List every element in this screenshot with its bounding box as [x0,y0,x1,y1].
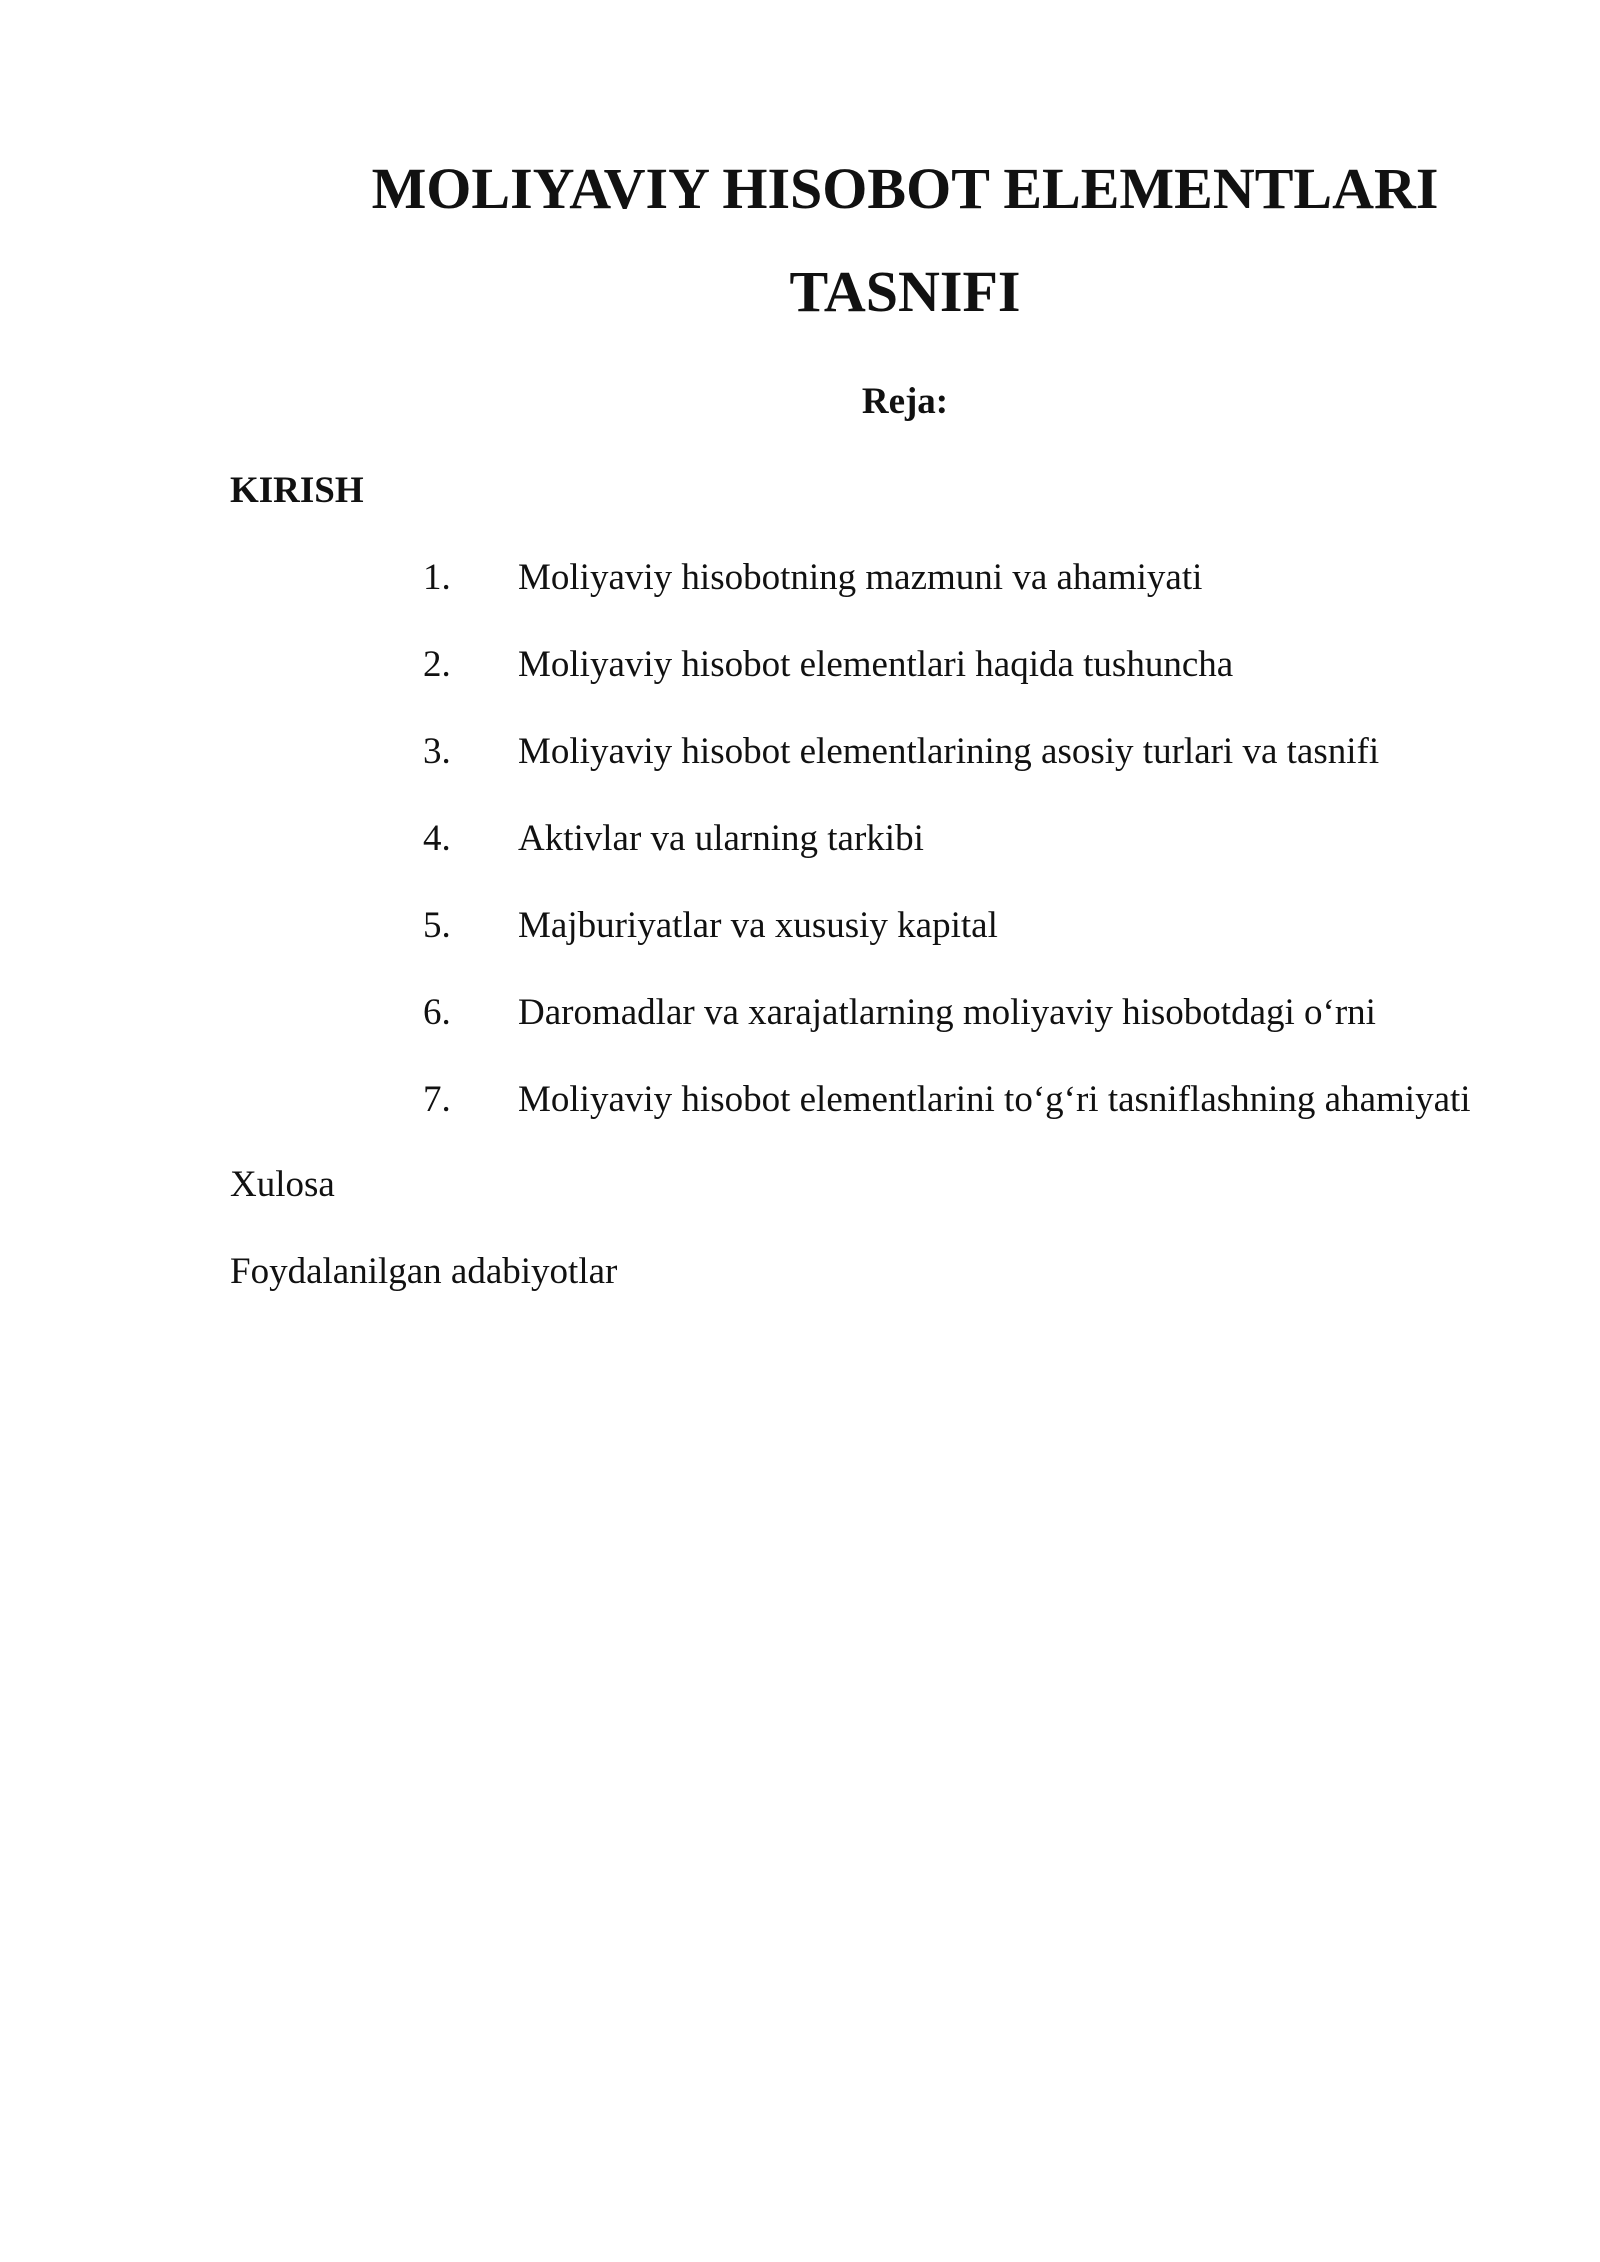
plan-item-text: Moliyaviy hisobot elementlari haqida tushuncha [518,644,1234,685]
plan-item-number: 1. [423,557,451,598]
intro-heading: KIRISH [230,470,364,511]
conclusion-heading: Xulosa [230,1164,335,1205]
plan-item-number: 5. [423,905,451,946]
plan-label: Reja: [861,381,949,422]
plan-item-text: Majburiyatlar va xususiy kapital [518,905,998,946]
plan-item-number: 2. [423,644,451,685]
plan-item-number: 4. [423,818,451,859]
document-title-line-1: MOLIYAVIY HISOBOT ELEMENTLARI [371,156,1439,221]
plan-item-text: Moliyaviy hisobot elementlarining asosiy turlari va tasnifi [518,731,1380,772]
references-heading: Foydalanilgan adabiyotlar [230,1251,618,1292]
plan-item-number: 3. [423,731,451,772]
plan-item-text: Moliyaviy hisobot elementlarini to‘g‘ri tasniflashning ahamiyati [518,1079,1471,1120]
document-title-line-2: TASNIFI [789,259,1021,324]
plan-item-number: 6. [423,992,451,1033]
plan-item-text: Aktivlar va ularning tarkibi [518,818,924,859]
plan-item-number: 7. [423,1079,451,1120]
plan-item-text: Moliyaviy hisobotning mazmuni va ahamiyati [518,557,1203,598]
plan-item-text: Daromadlar va xarajatlarning moliyaviy hisobotdagi o‘rni [518,992,1376,1033]
